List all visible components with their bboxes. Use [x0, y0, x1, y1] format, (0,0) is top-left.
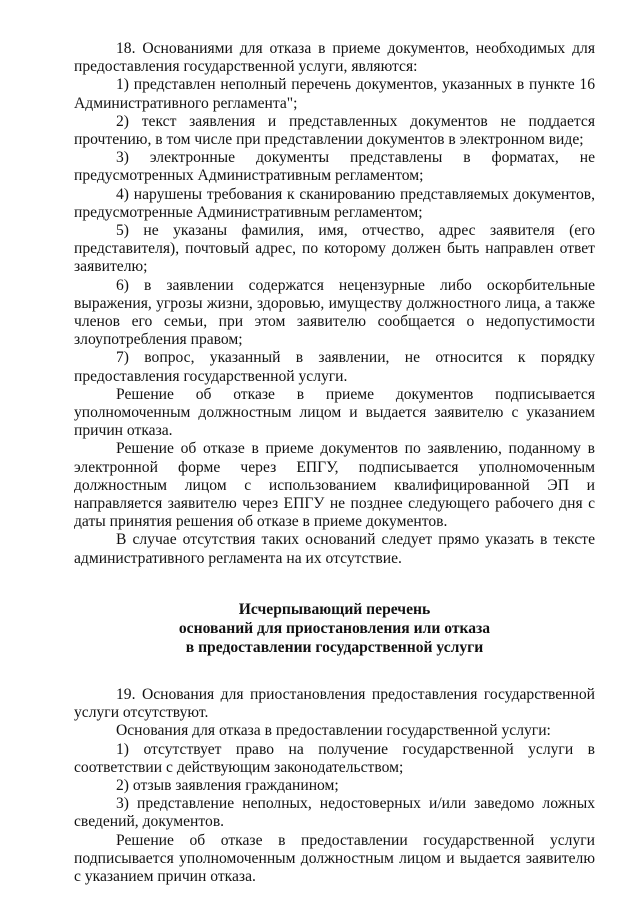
list-item: 5) не указаны фамилия, имя, отчество, адрес заявителя (его представителя), почтовый адрес, по которому должен быть направлен ответ заявителю; [74, 222, 595, 276]
heading-line: в предоставлении государственной услуги [185, 638, 484, 656]
paragraph-refusal-signing: Решение об отказе в приеме документов подписывается уполномоченным должностным лицом и выдается заявителю с указанием причин отказа. [74, 385, 595, 440]
paragraph-refusal-grounds: Основания для отказа в предоставлении государственной услуги: [116, 722, 551, 740]
paragraph-no-grounds: В случае отсутствия таких оснований следует прямо указать в тексте административного регламента на их отсутствие. [74, 531, 595, 567]
list-item: 4) нарушены требования к сканированию представляемых документов, предусмотренные Административным регламентом; [74, 185, 595, 221]
section-heading [74, 600, 595, 657]
paragraph-refusal-electronic: Решение об отказе в приеме документов по заявлению, поданному в электронной форме через ЕПГУ, подписывается уполномоченным должностным лицом с использованием квалифицированной ЭП и направляется заявителю через ЕПГУ не позднее следующего рабочего дня с даты принятия решения об отказе в приеме документов. [74, 440, 595, 531]
list-item: 1) отсутствует право на получение государственной услуги в соответствии с действующим законодательством; [74, 740, 595, 776]
section-19-intro: 19. Основания для приостановления предоставления государственной услуги отсутствуют. [74, 685, 595, 722]
section-18-intro: 18. Основаниями для отказа в приеме документов, необходимых для предоставления государственной услуги, являются: [74, 40, 595, 76]
document-page [74, 40, 595, 886]
list-item: 2) отзыв заявления гражданином; [116, 776, 339, 794]
list-item: 3) представление неполных, недостоверных и/или заведомо ложных сведений, документов. [74, 795, 595, 831]
list-item: 6) в заявлении содержатся нецензурные либо оскорбительные выражения, угрозы жизни, здоровью, имуществу должностного лица, а также членов его семьи, при этом заявителю сообщается о недопустимости злоупотребления правом; [74, 276, 595, 349]
list-item: 3) электронные документы представлены в форматах, не предусмотренных Административным регламентом; [74, 149, 595, 185]
paragraph-refusal-decision: Решение об отказе в предоставлении государственной услуги подписывается уполномоченным должностным лицом и выдается заявителю с указанием причин отказа. [74, 831, 595, 885]
list-item: 7) вопрос, указанный в заявлении, не относится к порядку предоставления государственной услуги. [74, 349, 595, 385]
list-item: 1) представлен неполный перечень документов, указанных в пункте 16 Административного регламента"; [74, 76, 595, 112]
heading-line: оснований для приостановления или отказа [178, 619, 491, 637]
list-item: 2) текст заявления и представленных документов не поддается прочтению, в том числе при представлении документов в электронном виде; [74, 112, 595, 149]
heading-line: Исчерпывающий перечень [238, 600, 431, 618]
